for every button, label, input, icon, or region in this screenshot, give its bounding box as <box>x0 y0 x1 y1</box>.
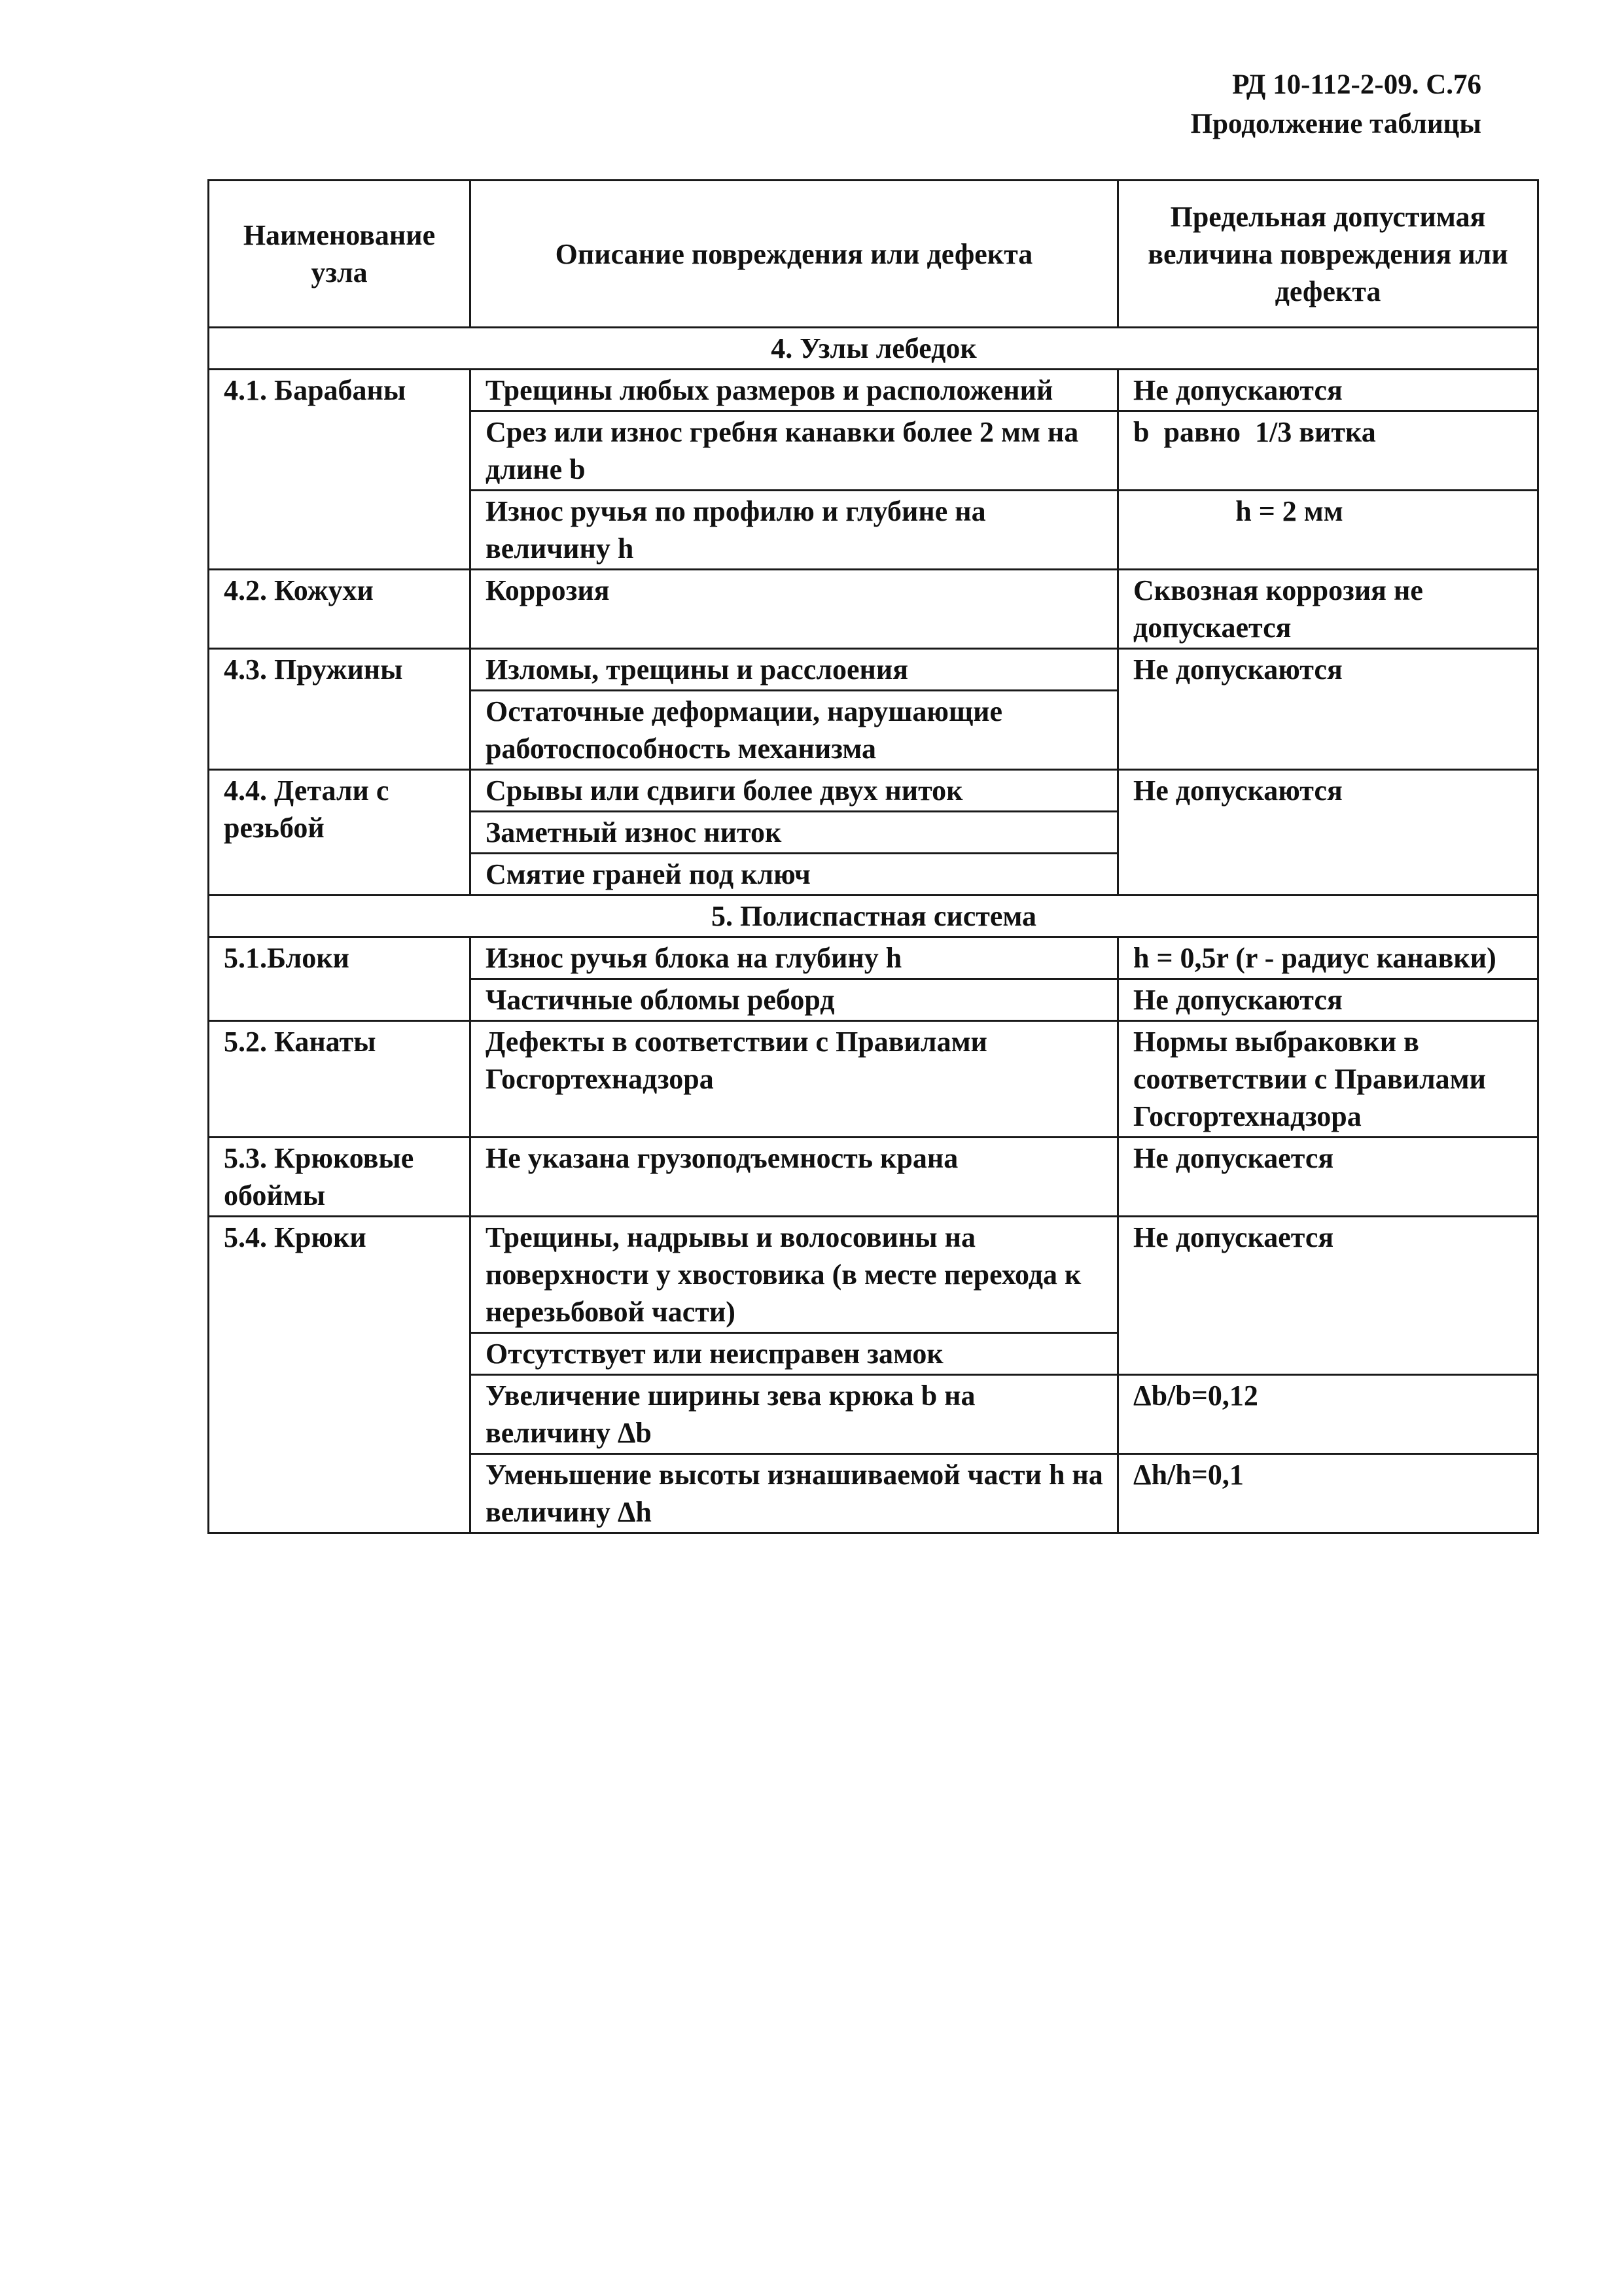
description-cell: Трещины, надрывы и волосовины на поверхности у хвостовика (в месте перехода к нерезьбовой части) <box>470 1217 1118 1333</box>
limit-cell: Δb/b=0,12 <box>1118 1375 1538 1454</box>
section-title: 4. Узлы лебедок <box>209 328 1538 370</box>
table-row <box>209 370 1538 411</box>
defects-table <box>207 179 1539 1534</box>
section-title: 5. Полиспастная система <box>209 896 1538 937</box>
description-cell: Срез или износ гребня канавки более 2 мм на длине b <box>470 411 1118 491</box>
table-row <box>209 1138 1538 1217</box>
node-name-cell: 5.3. Крюковые обоймы <box>209 1138 470 1217</box>
limit-cell: Сквозная коррозия не допускается <box>1118 570 1538 649</box>
document-reference: РД 10-112-2-09. С.76 <box>1232 69 1481 100</box>
table-header-row <box>209 181 1538 328</box>
table-row <box>209 1021 1538 1138</box>
description-cell: Отсутствует или неисправен замок <box>470 1333 1118 1375</box>
column-header-limit: Предельная допустимая величина повреждения или дефекта <box>1118 181 1538 328</box>
node-name-cell: 4.3. Пружины <box>209 649 470 770</box>
node-name-cell: 4.4. Детали с резьбой <box>209 770 470 896</box>
description-cell: Заметный износ ниток <box>470 812 1118 854</box>
limit-cell: Не допускаются <box>1118 770 1538 896</box>
column-header-description: Описание повреждения или дефекта <box>470 181 1118 328</box>
table-row <box>209 649 1538 691</box>
table-row <box>209 937 1538 979</box>
node-name-cell: 5.1.Блоки <box>209 937 470 1021</box>
page-header <box>1191 65 1481 144</box>
description-cell: Частичные обломы реборд <box>470 979 1118 1021</box>
table-continuation-label: Продолжение таблицы <box>1190 109 1481 139</box>
description-cell: Уменьшение высоты изнашиваемой части h на величину Δh <box>470 1454 1118 1533</box>
limit-cell: h = 2 мм <box>1118 491 1538 570</box>
node-name-cell: 4.1. Барабаны <box>209 370 470 570</box>
node-name-cell: 5.4. Крюки <box>209 1217 470 1533</box>
description-cell: Срывы или сдвиги более двух ниток <box>470 770 1118 812</box>
description-cell: Дефекты в соответствии с Правилами Госгортехнадзора <box>470 1021 1118 1138</box>
description-cell: Увеличение ширины зева крюка b на величину Δb <box>470 1375 1118 1454</box>
limit-cell: Δh/h=0,1 <box>1118 1454 1538 1533</box>
description-cell: Остаточные деформации, нарушающие работоспособность механизма <box>470 691 1118 770</box>
table-row <box>209 770 1538 812</box>
table-row <box>209 570 1538 649</box>
limit-cell: Не допускаются <box>1118 979 1538 1021</box>
limit-cell: b равно 1/3 витка <box>1118 411 1538 491</box>
description-cell: Коррозия <box>470 570 1118 649</box>
table-row <box>209 1217 1538 1333</box>
description-cell: Износ ручья по профилю и глубине на величину h <box>470 491 1118 570</box>
node-name-cell: 5.2. Канаты <box>209 1021 470 1138</box>
description-cell: Смятие граней под ключ <box>470 854 1118 896</box>
description-cell: Изломы, трещины и расслоения <box>470 649 1118 691</box>
description-cell: Износ ручья блока на глубину h <box>470 937 1118 979</box>
section-row <box>209 328 1538 370</box>
limit-cell: h = 0,5r (r - радиус канавки) <box>1118 937 1538 979</box>
description-cell: Трещины любых размеров и расположений <box>470 370 1118 411</box>
limit-cell: Не допускается <box>1118 1217 1538 1375</box>
limit-cell: Не допускаются <box>1118 370 1538 411</box>
column-header-name: Наименование узла <box>209 181 470 328</box>
limit-cell: Не допускается <box>1118 1138 1538 1217</box>
limit-cell: Нормы выбраковки в соответствии с Правилами Госгортехнадзора <box>1118 1021 1538 1138</box>
section-row <box>209 896 1538 937</box>
limit-cell: Не допускаются <box>1118 649 1538 770</box>
description-cell: Не указана грузоподъемность крана <box>470 1138 1118 1217</box>
node-name-cell: 4.2. Кожухи <box>209 570 470 649</box>
